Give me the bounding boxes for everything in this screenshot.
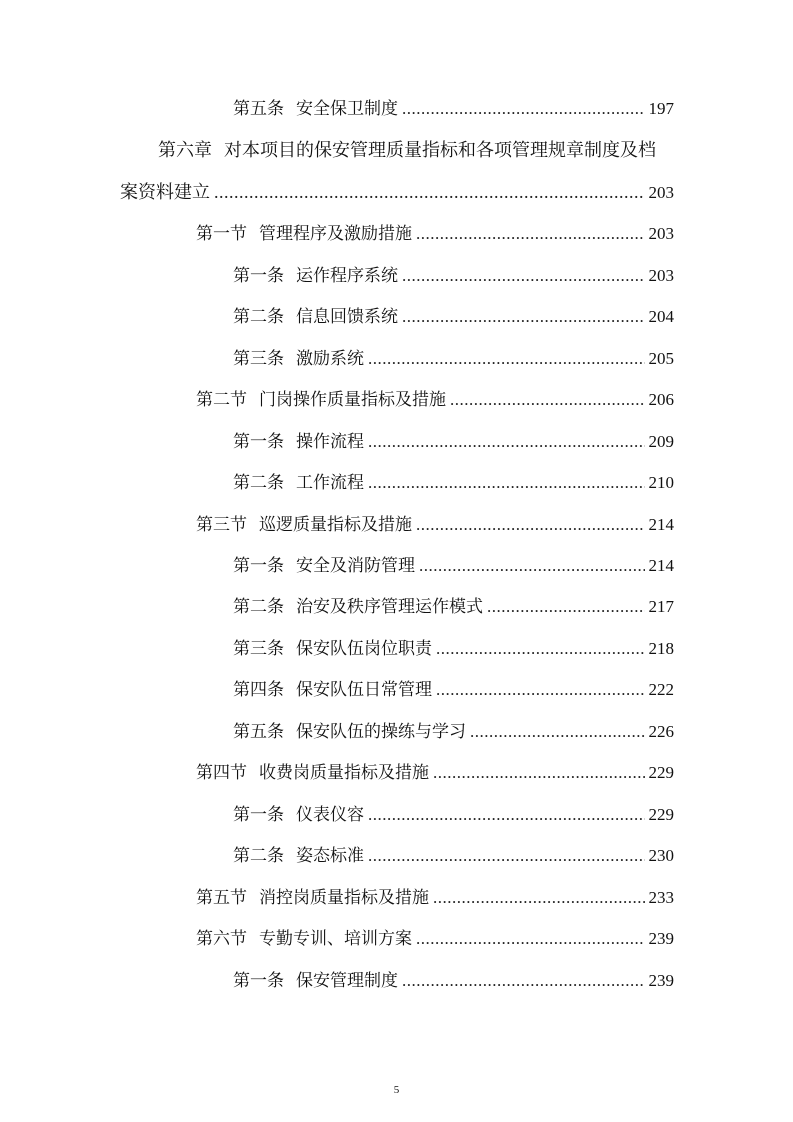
toc-entry-page: 233	[648, 888, 674, 907]
toc-entry-page: 206	[648, 390, 674, 409]
toc-entry-number: 第一条	[233, 971, 284, 991]
toc-entry-page: 204	[648, 307, 674, 326]
toc-chapter-entry-continuation[interactable]	[120, 180, 674, 204]
dot-leader	[368, 430, 645, 454]
toc-entry-title: 对本项目的保安管理质量指标和各项管理规章制度及档	[224, 140, 656, 161]
toc-entry-number: 第五节	[196, 888, 247, 908]
toc-entry-page: 214	[648, 515, 674, 534]
dot-leader	[368, 347, 645, 371]
toc-entry[interactable]	[233, 471, 674, 495]
toc-entry-number: 第二条	[233, 846, 284, 866]
dot-leader	[487, 595, 645, 619]
toc-entry-number: 第一条	[233, 432, 284, 452]
toc-entry[interactable]	[233, 803, 674, 827]
toc-entry-page: 203	[648, 183, 674, 202]
toc-entry[interactable]	[233, 264, 674, 288]
toc-entry-title: 保安队伍的操练与学习	[296, 722, 466, 742]
dot-leader	[470, 720, 645, 744]
toc-entry-number: 第六章	[158, 140, 212, 161]
toc-entry-page: 214	[648, 556, 674, 575]
toc-entry-title: 保安队伍岗位职责	[296, 639, 432, 659]
toc-entry-title: 姿态标准	[296, 846, 364, 866]
toc-entry[interactable]	[233, 678, 674, 702]
toc-entry[interactable]	[233, 347, 674, 371]
dot-leader	[402, 305, 645, 329]
toc-entry-page: 239	[648, 971, 674, 990]
dot-leader	[368, 471, 645, 495]
toc-entry-number: 第一节	[196, 224, 247, 244]
toc-entry-page: 197	[648, 99, 674, 118]
toc-entry-page: 229	[648, 763, 674, 782]
toc-entry-page: 222	[648, 680, 674, 699]
toc-entry-page: 210	[648, 473, 674, 492]
dot-leader	[450, 388, 645, 412]
toc-entry-title: 管理程序及激励措施	[259, 224, 412, 244]
toc-entry[interactable]	[233, 844, 674, 868]
toc-entry-title: 安全保卫制度	[296, 99, 398, 119]
toc-entry-number: 第五条	[233, 99, 284, 119]
toc-entry-title: 门岗操作质量指标及措施	[259, 390, 446, 410]
toc-entry-page: 229	[648, 805, 674, 824]
toc-entry-title: 激励系统	[296, 349, 364, 369]
toc-entry-number: 第一条	[233, 805, 284, 825]
toc-chapter-entry[interactable]	[158, 139, 674, 163]
toc-entry-page: 209	[648, 432, 674, 451]
toc-entry[interactable]	[233, 969, 674, 993]
toc-entry[interactable]	[196, 513, 674, 537]
dot-leader	[436, 637, 645, 661]
toc-entry-page: 239	[648, 929, 674, 948]
dot-leader	[402, 97, 645, 121]
toc-entry-page: 226	[648, 722, 674, 741]
toc-entry-title: 治安及秩序管理运作模式	[296, 597, 483, 617]
dot-leader	[416, 927, 645, 951]
toc-entry-title: 专勤专训、培训方案	[259, 929, 412, 949]
toc-entry[interactable]	[233, 97, 674, 121]
toc-entry-page: 218	[648, 639, 674, 658]
toc-entry-number: 第二条	[233, 473, 284, 493]
toc-entry-number: 第三条	[233, 349, 284, 369]
toc-entry[interactable]	[196, 886, 674, 910]
toc-entry-number: 第五条	[233, 722, 284, 742]
toc-entry-number: 第二条	[233, 307, 284, 327]
toc-entry-number: 第三节	[196, 515, 247, 535]
toc-entry-number: 第三条	[233, 639, 284, 659]
toc-entry-title: 消控岗质量指标及措施	[259, 888, 429, 908]
page-number-footer: 5	[393, 1084, 400, 1096]
toc-entry-title: 保安队伍日常管理	[296, 680, 432, 700]
toc-entry[interactable]	[196, 927, 674, 951]
dot-leader	[368, 844, 645, 868]
dot-leader	[416, 513, 645, 537]
toc-entry-title: 操作流程	[296, 432, 364, 452]
toc-entry[interactable]	[233, 430, 674, 454]
dot-leader	[214, 180, 645, 204]
dot-leader	[368, 803, 645, 827]
toc-entry[interactable]	[233, 720, 674, 744]
toc-entry-number: 第二节	[196, 390, 247, 410]
toc-entry-page: 203	[648, 266, 674, 285]
toc-entry-title: 工作流程	[296, 473, 364, 493]
toc-entry-page: 205	[648, 349, 674, 368]
toc-entry-title-continuation: 案资料建立	[120, 182, 210, 203]
toc-entry-number: 第二条	[233, 597, 284, 617]
dot-leader	[419, 554, 645, 578]
toc-entry-page: 203	[648, 224, 674, 243]
toc-entry[interactable]	[196, 388, 674, 412]
toc-entry-page: 230	[648, 846, 674, 865]
dot-leader	[416, 222, 645, 246]
toc-entry[interactable]	[196, 222, 674, 246]
dot-leader	[433, 886, 645, 910]
dot-leader	[436, 678, 645, 702]
toc-entry-number: 第一条	[233, 556, 284, 576]
toc-entry-title: 收费岗质量指标及措施	[259, 763, 429, 783]
dot-leader	[402, 969, 645, 993]
toc-entry-number: 第六节	[196, 929, 247, 949]
toc-entry-number: 第一条	[233, 266, 284, 286]
toc-entry[interactable]	[196, 761, 674, 785]
toc-entry[interactable]	[233, 305, 674, 329]
toc-entry-title: 巡逻质量指标及措施	[259, 515, 412, 535]
dot-leader	[433, 761, 645, 785]
toc-entry[interactable]	[233, 595, 674, 619]
toc-entry-page: 217	[648, 597, 674, 616]
toc-entry-title: 安全及消防管理	[296, 556, 415, 576]
toc-entry[interactable]	[233, 637, 674, 661]
toc-entry-number: 第四节	[196, 763, 247, 783]
toc-entry-title: 信息回馈系统	[296, 307, 398, 327]
dot-leader	[402, 264, 645, 288]
toc-entry[interactable]	[233, 554, 674, 578]
toc-entry-title: 保安管理制度	[296, 971, 398, 991]
toc-entry-title: 仪表仪容	[296, 805, 364, 825]
toc-entry-title: 运作程序系统	[296, 266, 398, 286]
toc-entry-number: 第四条	[233, 680, 284, 700]
